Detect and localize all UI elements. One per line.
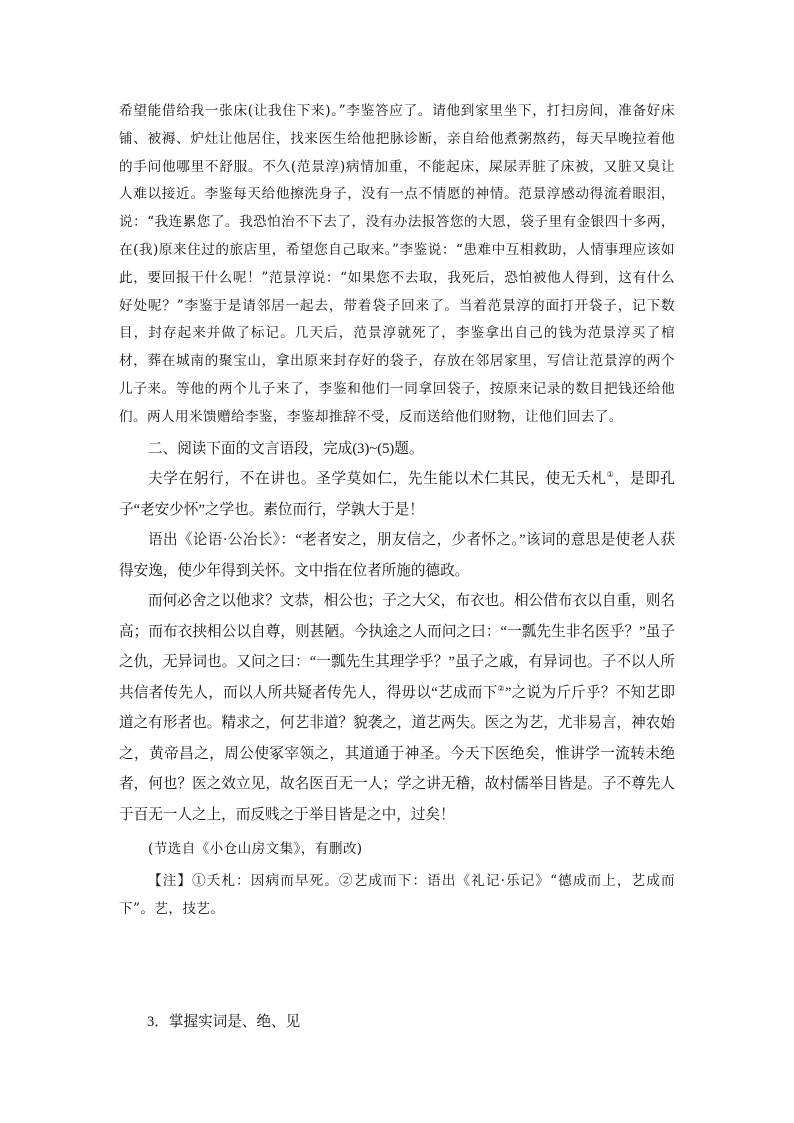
translation-paragraph: 希望能借给我一张床(让我住下来)。”李鉴答应了。请他到家里坐下，打扫房间，准备好床铺、被褥、炉灶让他居住，找来医生给他把脉诊断，亲自给他煮粥熬药，每天早晚拉着他的手问他哪里不舒服。不久(范景淳)病情加重，不能起床，屎尿弄脏了床被，又脏又臭让人难以接近。李鉴每天给他擦洗身子，没有一点不情愿的神情。范景淳感动得流着眼泪，说：“我连累您了。我恐怕治不下去了，没有办法报答您的大恩，袋子里有金银四十多两，在(我)原来住过的旅店里，希望您自己取来。”李鉴说：“患难中互相救助，人情事理应该如此，要回报干什么呢！”范景淳说：“如果您不去取，我死后，恐怕被他人得到，这有什么好处呢？”李鉴于是请邻居一起去，带着袋子回来了。当着范景淳的面打开袋子，记下数目，封存起来并做了标记。几天后，范景淳就死了，李鉴拿出自己的钱为范景淳买了棺材，葬在城南的聚宝山，拿出原来封存好的袋子，存放在邻居家里，写信让范景淳的两个儿子来。等他的两个儿子来了，李鉴和他们一同拿回袋子，按原来记录的数目把钱还给他们。两人用米馈赠给李鉴，李鉴却推辞不受，反而送给他们财物，让他们回去了。 <box>119 103 675 425</box>
annotation-note <box>119 868 675 924</box>
question-3: 3．掌握实词是、绝、见 <box>147 1014 301 1030</box>
passage-1-text-a: 夫学在躬行，不在讲也。圣学莫如仁，先生能以术仁其民，使无夭札 <box>148 471 607 488</box>
passage-paragraph-3 <box>119 586 675 830</box>
section-heading: 二、阅读下面的文言语段，完成(3)~(5)题。 <box>148 440 424 457</box>
passage-3-text-a: 而何必舍之以他求？文恭，相公也；子之大父，布衣也。相公借布衣以自重，则名高；而布衣挟相公以自尊，则甚陋。今执途之人而问之曰：“一瓢先生非名医乎？”虽子之仇，无异词也。又问之曰：“一瓢先生其理学乎？”虽子之戚，有异词也。子不以人所共信者传先人，而以人所共疑者传先人，得毋以“艺成而下 <box>119 593 675 701</box>
passage-1-text-b: ，是即孔子“老安少怀”之学也。素位而行，学孰大于是！ <box>119 471 675 518</box>
note-marker-1: ① <box>606 470 615 480</box>
passage-paragraph-1 <box>119 464 675 525</box>
note-marker-2: ② <box>497 683 505 693</box>
note-label: 【注】 <box>148 872 193 889</box>
source-citation: (节选自《小仓山房文集》，有删改) <box>148 841 363 858</box>
note-text: ①夭札：因病而早死。②艺成而下：语出《礼记·乐记》“德成而上，艺成而下”。艺，技艺。 <box>119 872 675 917</box>
passage-3-text-b: ”之说为斤斤乎？不知艺即道之有形者也。精求之，何艺非道？貌袭之，道艺两失。医之为艺，尤非易言，神农始之，黄帝昌之，周公使冢宰领之，其道通于神圣。今天下医绝矣，惟讲学一流转未绝者，何也？医之效立见，故名医百无一人；学之讲无稽，故村儒举目皆是。子不尊先人于百无一人之上，而反贱之于举目皆是之中，过矣！ <box>119 684 675 823</box>
page-content <box>119 98 675 923</box>
passage-paragraph-2: 语出《论语·公冶长》：“老者安之，朋友信之，少者怀之。”该词的意思是使老人获得安逸，使少年得到关怀。文中指在位者所施的德政。 <box>119 532 675 579</box>
